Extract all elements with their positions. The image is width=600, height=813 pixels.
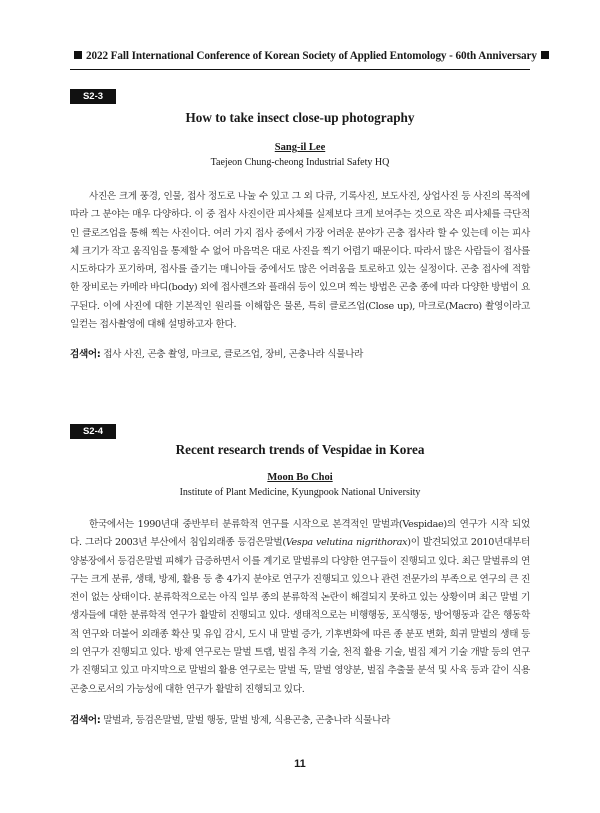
abstract-body	[70, 516, 530, 699]
session-tag: S2-3	[70, 89, 116, 104]
author-name: Sang-il Lee	[274, 142, 326, 153]
session-tag: S2-4	[70, 424, 116, 439]
keywords-line	[70, 346, 530, 360]
keywords-line	[70, 712, 530, 726]
species-name: Vespa velutina nigrithorax	[285, 537, 408, 549]
keywords-text: 접사 사진, 곤충 촬영, 마크로, 클로즈업, 장비, 곤충나라 식물나라	[103, 349, 364, 360]
author-affiliation: Taejeon Chung-cheong Industrial Safety HQ	[210, 157, 390, 168]
abstract-text-part: 한국에서는 1990년대 중반부터 분류학적 연구를 시작으로 본격적인 말벌과(Vespidae)의 연구가 시작 되었다. 그러다 2003년 부산에서 침입외래종 등검은말벌(	[70, 519, 530, 549]
keywords-label: 검색어:	[70, 349, 101, 360]
abstract-title: How to take insect close-up photography	[185, 110, 415, 125]
abstract-text-part: )이 발견되었고 2010년대부터 양봉장에서 등검은말벌 피해가 급증하면서 이를 계기로 말벌류의 다양한 연구들이 진행되고 있다. 최근 말벌류의 연구는 크게 분류, 생태, 방제, 활용 등 총 4가지 분야로 연구가 진행되고 있으나 관련 전문가의 부족으로 연구의 큰 진전이 없는 상태이다. 분류학적으로는 아직 일부 종의 분류학적 논란이 해결되지 못하고 있는 상황이며 최근 말벌 기생자들에 대한 분류학적 연구가 활발히 진행되고 있다. 생태적으로는 비행행동, 포식행동, 방어행동과 같은 행동학적 연구와 더불어 외래종 확산 및 유입 감시, 도시 내 말벌 증가, 기후변화에 따른 종 분포 변화, 희귀 말벌의 생태 등의 연구가 진행되고 있다. 방제 연구로는 말벌 트랩, 벌집 추적 기술, 천적 활용 기술, 벌집 제거 기술 개발 등의 연구가 진행되고 있고 마지막으로 말벌의 활용 연구로는 말벌 독, 말벌 영양분, 벌집 추출물 분석 및 사육 등과 같이 식용곤충으로서의 가능성에 대한 연구가 활발히 진행되고 있다.	[70, 537, 531, 695]
abstract-body: 사진은 크게 풍경, 인물, 접사 정도로 나눌 수 있고 그 외 다큐, 기록사진, 보도사진, 상업사진 등 사진의 목적에 따라 그 분야는 매우 다양하다. 이 중 접사 사진이란 피사체를 실제보다 크게 보여주는 것으로 작은 피사체를 극단적인 클로즈업을 통해 찍는 사진이다. 여러 가지 접사 중에서 가장 어려운 분야가 곤충 접사라 할 수 있는데 이는 피사체 크기가 작고 움직임을 통제할 수 없어 마음먹은 대로 사진을 찍기 어렵기 때문이다. 따라서 많은 사람들이 접사를 시도하다가 포기하며, 접사를 즐기는 매니아들 중에서도 많은 어려움을 토로하고 있는 실정이다. 곤충 접사에 적합한 장비로는 카메라 바디(body) 외에 접사렌즈와 플래쉬 등이 있으며 찍는 방법은 곤충 종에 따라 다양한 방법이 요구된다. 이에 사진에 대한 기본적인 원리를 이해함은 물론, 특히 클로즈업(Close up), 마크로(Macro) 촬영이라고 일컫는 접사촬영에 대해 설명하고자 한다.	[70, 191, 530, 331]
author-name: Moon Bo Choi	[267, 472, 333, 483]
author-affiliation: Institute of Plant Medicine, Kyungpook National University	[179, 487, 421, 498]
header-rule	[70, 69, 530, 70]
keywords-label: 검색어:	[70, 715, 101, 726]
square-bullet-icon	[74, 51, 82, 59]
conference-header-text: 2022 Fall International Conference of Korean Society of Applied Entomology - 60th Anniversary	[86, 50, 537, 62]
keywords-text: 말벌과, 등검은말벌, 말벌 행동, 말벌 방제, 식용곤충, 곤충나라 식물나라	[103, 715, 391, 726]
square-bullet-icon	[541, 51, 549, 59]
abstract-title: Recent research trends of Vespidae in Korea	[175, 442, 425, 457]
page-number: 11	[294, 758, 306, 770]
conference-header	[70, 50, 537, 62]
